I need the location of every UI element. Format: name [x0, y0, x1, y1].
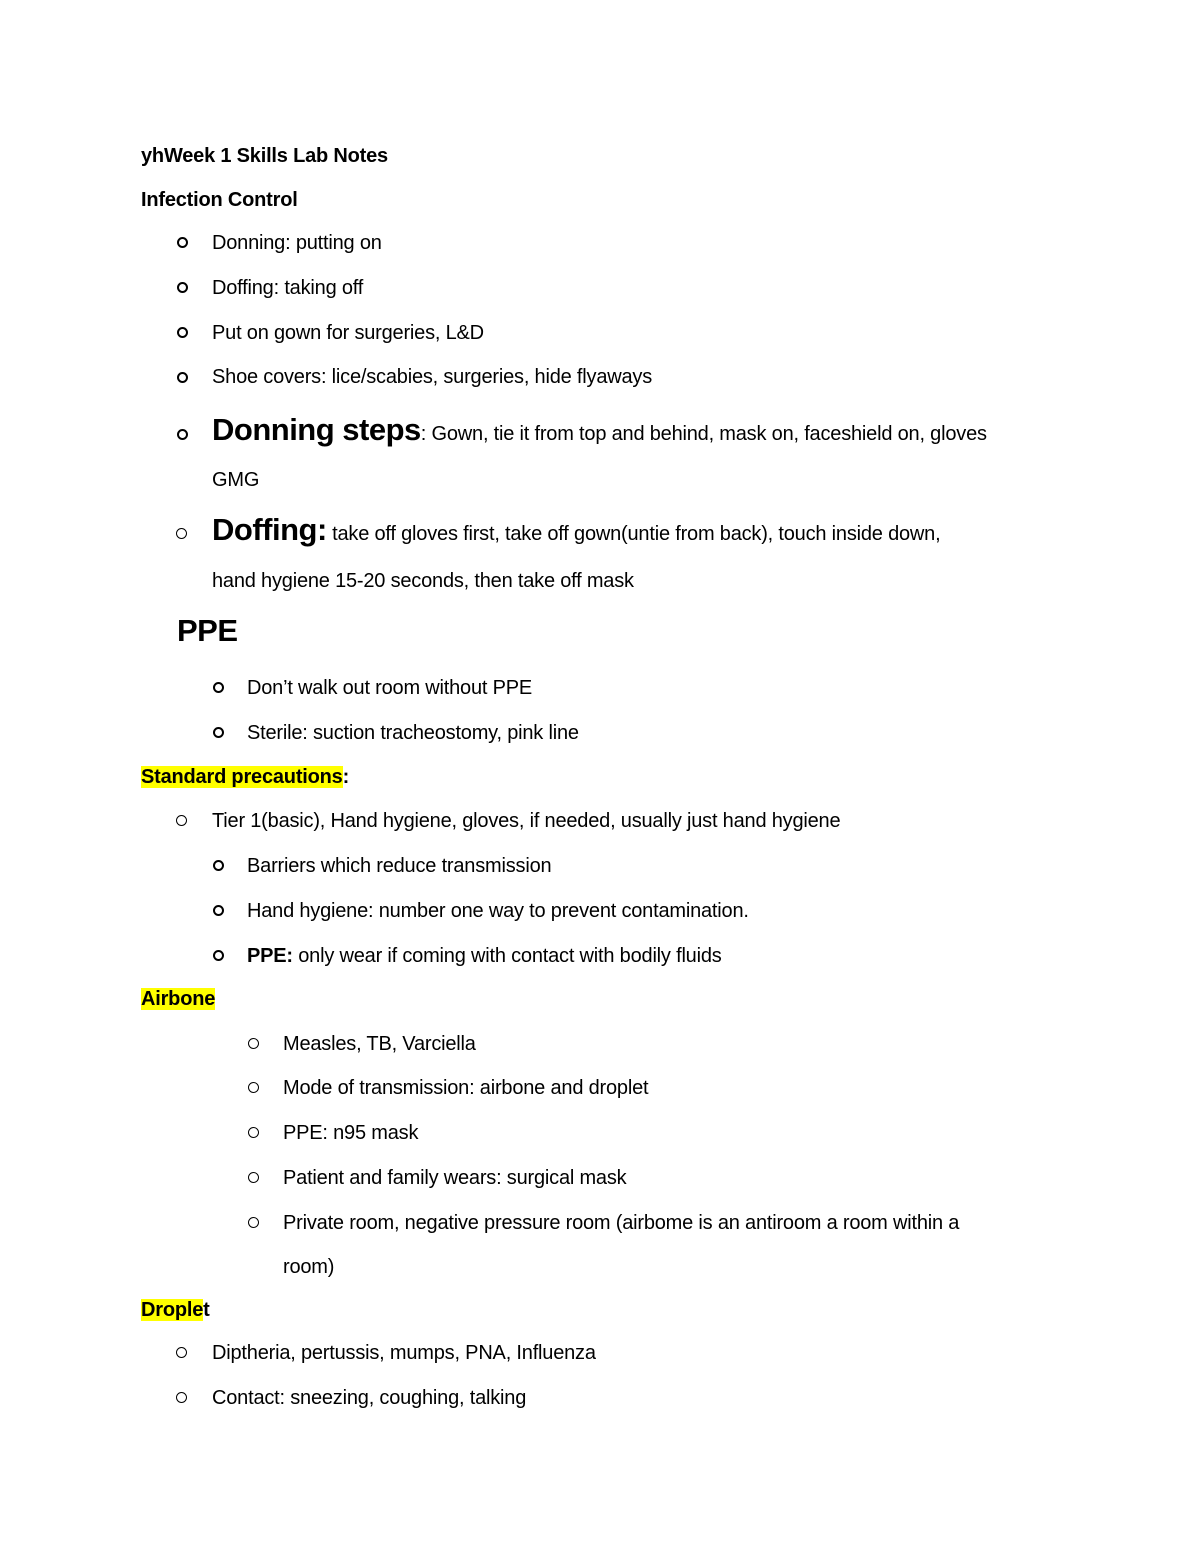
- bullet-icon: [248, 1038, 259, 1049]
- bullet-icon: [177, 372, 188, 383]
- list-item: Don’t walk out room without PPE: [247, 677, 533, 699]
- bullet-icon: [176, 1347, 187, 1358]
- doffing-continuation: hand hygiene 15-20 seconds, then take off mask: [212, 570, 634, 592]
- doffing-label: Doffing:: [212, 512, 327, 547]
- donning-steps-text: : Gown, tie it from top and behind, mask on, faceshield on, gloves: [420, 423, 987, 445]
- ppe-text: only wear if coming with contact with bodily fluids: [292, 945, 722, 967]
- list-item: Measles, TB, Varciella: [283, 1033, 476, 1055]
- bullet-icon: [177, 282, 188, 293]
- list-item-tier: Tier 1(basic), Hand hygiene, gloves, if needed, usually just hand hygiene: [212, 810, 841, 832]
- bullet-icon: [213, 682, 224, 693]
- list-item: Diptheria, pertussis, mumps, PNA, Influenza: [212, 1342, 596, 1364]
- bullet-icon: [177, 429, 188, 440]
- list-item-doffing: [212, 512, 940, 552]
- list-item: Sterile: suction tracheostomy, pink line: [247, 722, 579, 744]
- document-title: yhWeek 1 Skills Lab Notes: [141, 145, 388, 167]
- list-item-donning-steps: [212, 412, 987, 452]
- bullet-icon: [213, 905, 224, 916]
- section-heading-droplet: [141, 1297, 210, 1323]
- highlighted-heading: Standard precautions: [141, 766, 343, 788]
- bullet-icon: [248, 1172, 259, 1183]
- bullet-icon: [213, 860, 224, 871]
- highlighted-heading: Airbone: [141, 988, 216, 1010]
- list-item: Hand hygiene: number one way to prevent contamination.: [247, 900, 749, 922]
- bullet-icon: [213, 950, 224, 961]
- list-item-ppe: [247, 943, 722, 969]
- bullet-icon: [177, 327, 188, 338]
- list-item: Donning: putting on: [212, 232, 382, 254]
- bullet-icon: [248, 1082, 259, 1093]
- heading-suffix: :: [342, 766, 350, 788]
- bullet-icon: [176, 1392, 187, 1403]
- bullet-icon: [213, 727, 224, 738]
- section-heading-standard-precautions: [141, 764, 349, 790]
- list-item: Put on gown for surgeries, L&D: [212, 322, 484, 344]
- list-item: Doffing: taking off: [212, 277, 364, 299]
- bullet-icon: [248, 1127, 259, 1138]
- list-item: Mode of transmission: airbone and droplet: [283, 1077, 649, 1099]
- list-item: Private room, negative pressure room (airbome is an antiroom a room within a: [283, 1212, 960, 1234]
- doffing-text: take off gloves first, take off gown(untie from back), touch inside down,: [326, 523, 941, 545]
- donning-steps-continuation: GMG: [212, 469, 260, 491]
- list-item: Patient and family wears: surgical mask: [283, 1167, 627, 1189]
- bullet-icon: [177, 237, 188, 248]
- list-item: PPE: n95 mask: [283, 1122, 419, 1144]
- heading-rest: t: [203, 1299, 210, 1321]
- highlighted-heading: Drople: [141, 1299, 204, 1321]
- bullet-icon: [176, 815, 187, 826]
- donning-steps-label: Donning steps: [212, 412, 421, 447]
- bullet-icon: [176, 528, 187, 539]
- ppe-label: PPE:: [247, 945, 293, 967]
- list-item: Barriers which reduce transmission: [247, 855, 552, 877]
- section-heading-airbone: [141, 986, 215, 1012]
- list-item-continuation: room): [283, 1256, 335, 1278]
- list-item: Contact: sneezing, coughing, talking: [212, 1387, 527, 1409]
- section-heading-infection-control: Infection Control: [141, 189, 298, 211]
- section-heading-ppe: PPE: [177, 613, 238, 648]
- bullet-icon: [248, 1217, 259, 1228]
- list-item: Shoe covers: lice/scabies, surgeries, hide flyaways: [212, 366, 653, 388]
